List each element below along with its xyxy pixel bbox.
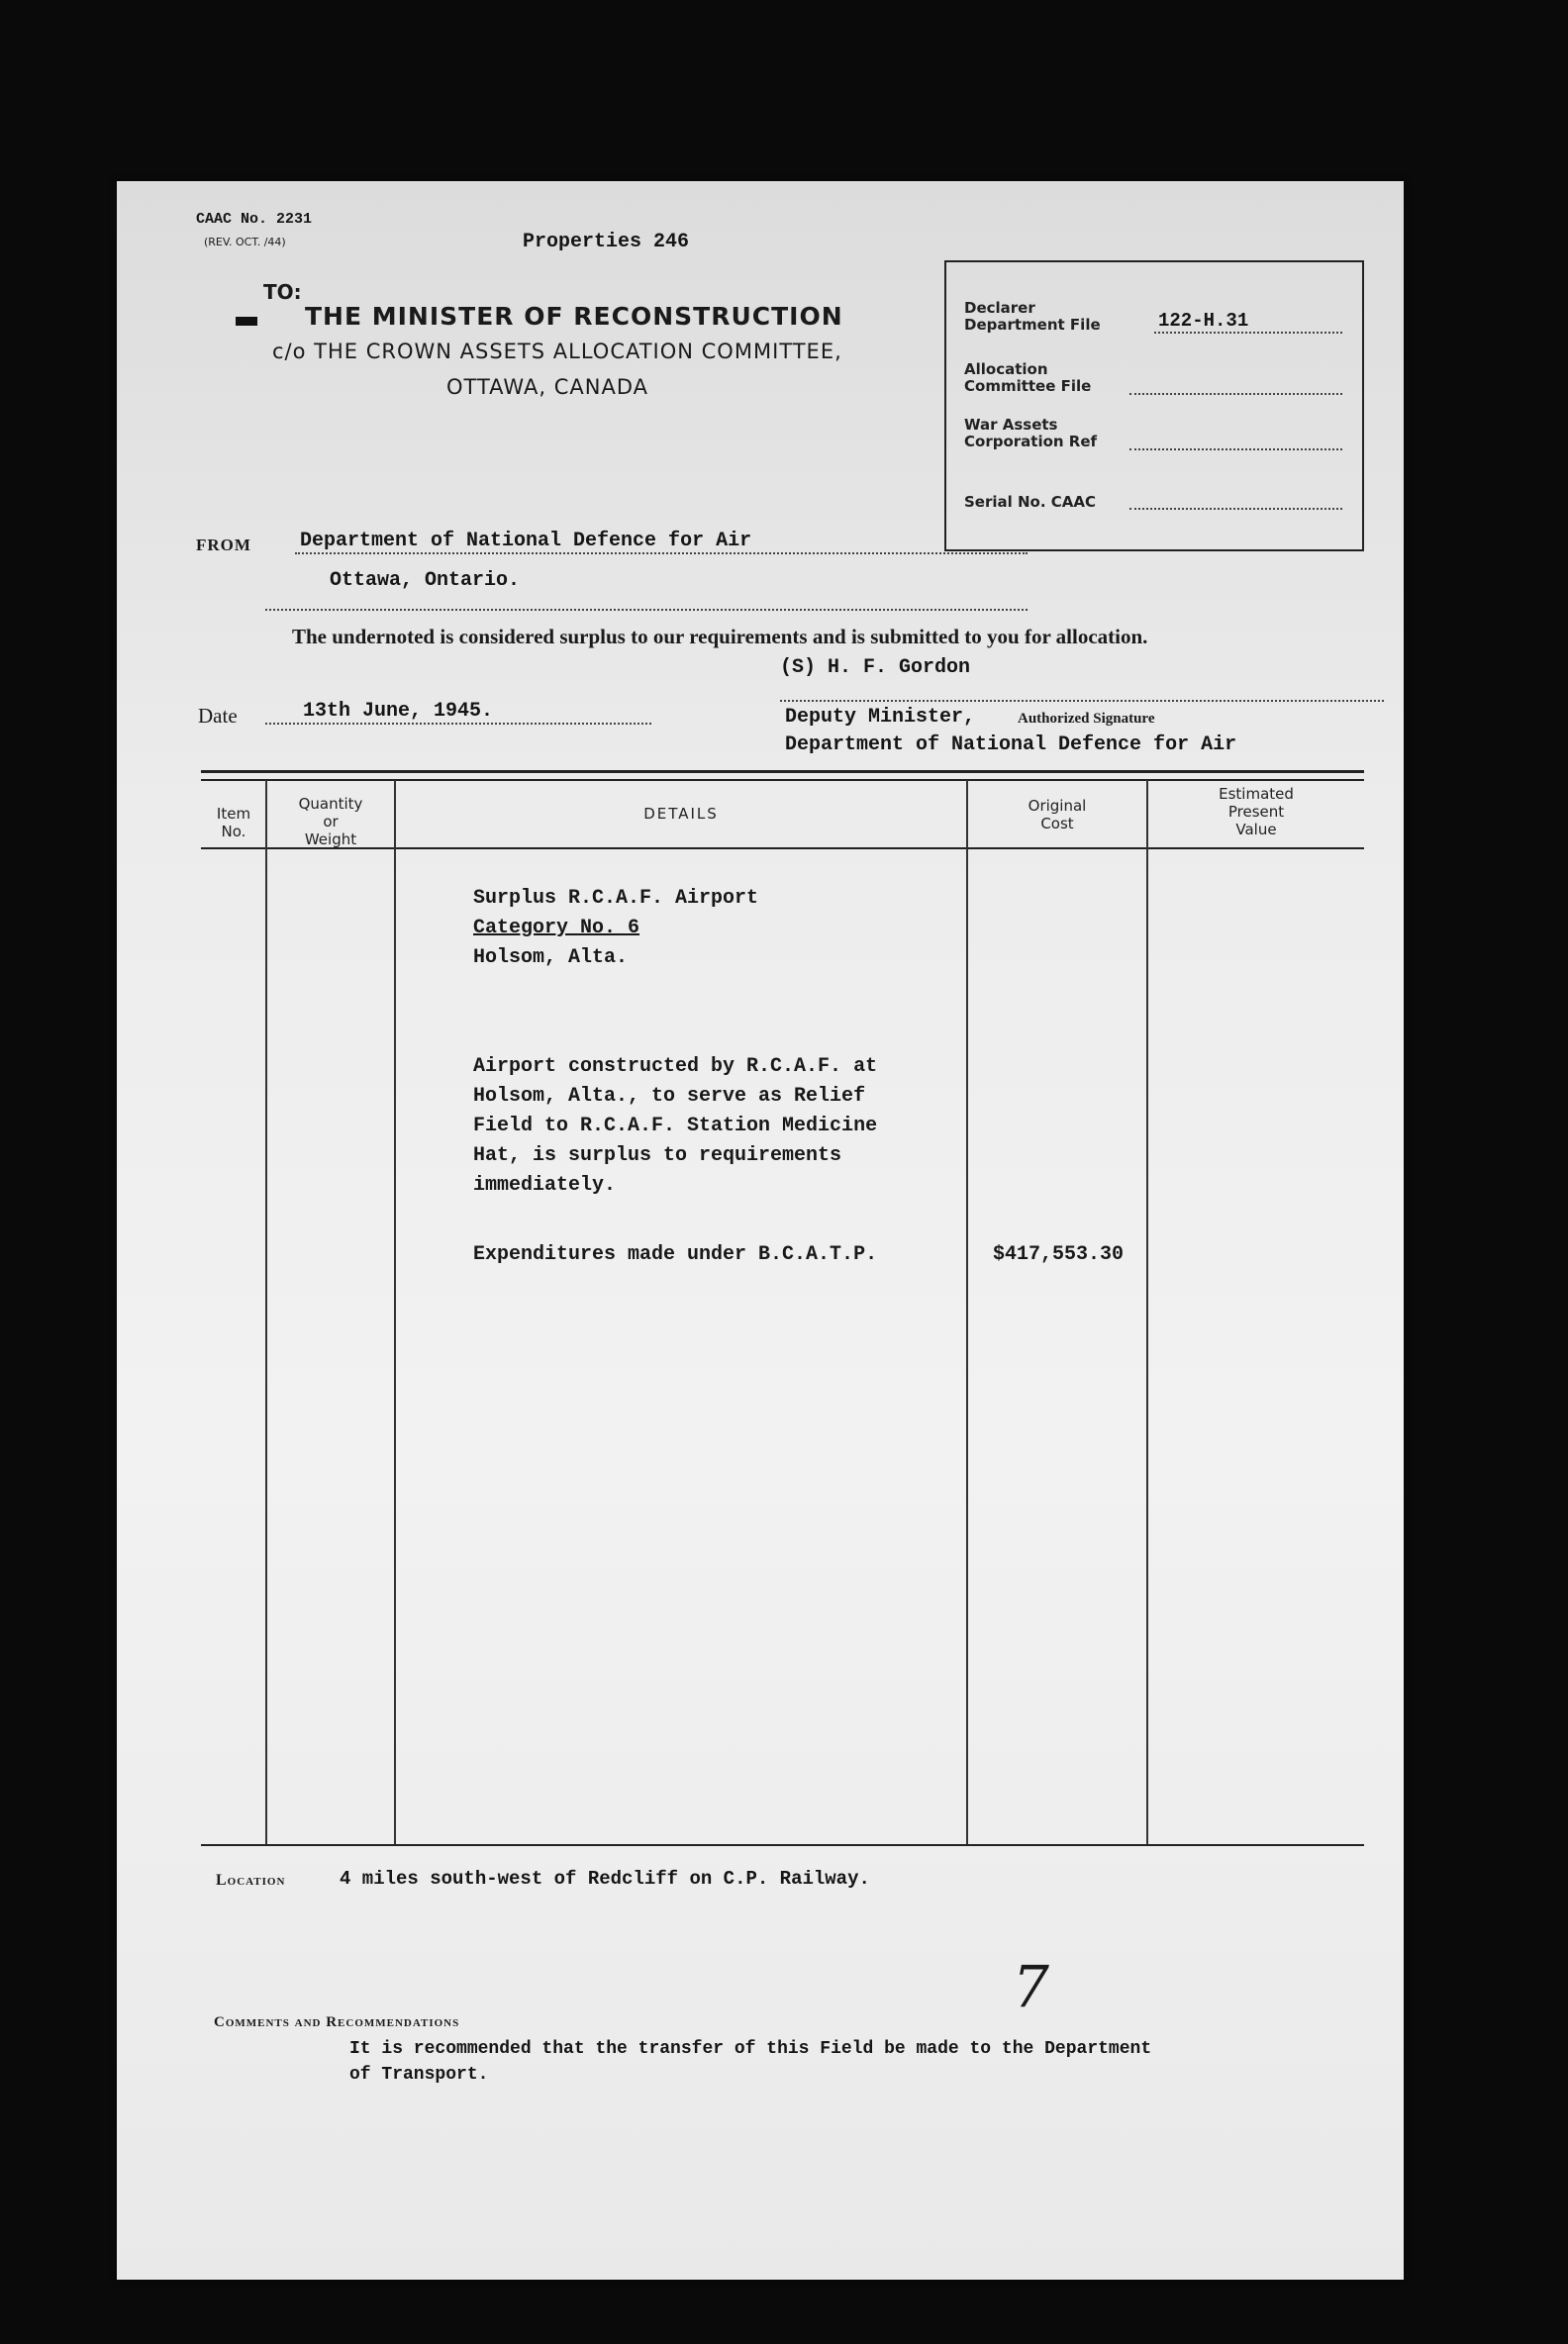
details-heading-2: Category No. 6: [473, 917, 640, 939]
header-quantity: Quantity or Weight: [298, 795, 363, 848]
reference-box: [944, 260, 1364, 551]
header-original-cost: Original Cost: [1028, 797, 1087, 832]
signed-by: (S) H. F. Gordon: [780, 656, 971, 679]
authorized-signature-label: Authorized Signature: [1018, 711, 1155, 727]
addressee-line-2: c/o THE CROWN ASSETS ALLOCATION COMMITTEE,: [272, 340, 842, 363]
comments-label: Comments and Recommendations: [214, 2014, 460, 2030]
handwritten-number: 7: [1013, 1953, 1049, 2020]
signatory-title: Deputy Minister,: [785, 706, 976, 729]
column-divider-1: [265, 780, 267, 1844]
war-assets-label: War Assets: [964, 416, 1058, 434]
original-cost-value: $417,553.30: [993, 1243, 1125, 1266]
details-heading-1: Surplus R.C.A.F. Airport: [473, 887, 759, 910]
column-divider-3: [966, 780, 968, 1844]
table-top-rule-2: [201, 779, 1364, 781]
table-top-rule: [201, 770, 1364, 773]
location-value: 4 miles south-west of Redcliff on C.P. Railway.: [340, 1868, 870, 1890]
from-line-2: Ottawa, Ontario.: [330, 569, 521, 592]
allocation-label: Allocation: [964, 360, 1048, 378]
department-file-value: 122-H.31: [1158, 310, 1249, 332]
details-paragraph: Airport constructed by R.C.A.F. at Holsom, Alta., to serve as Relief Field to R.C.A.F. Station Medicine Hat, is surplus to requirements immediately.: [473, 1055, 878, 1197]
table-bottom-rule: [201, 1844, 1364, 1846]
to-label: TO:: [263, 280, 302, 304]
comments-line-2: of Transport.: [349, 2065, 489, 2085]
comments-line-1: It is recommended that the transfer of this Field be made to the Department: [349, 2039, 1152, 2059]
corporation-ref-dots: [1129, 448, 1342, 450]
header-details: DETAILS: [643, 805, 719, 823]
serial-dots: [1129, 508, 1342, 510]
from-line-1-dots: [295, 552, 1028, 554]
document-page: [117, 181, 1404, 2280]
column-divider-4: [1146, 780, 1148, 1844]
committee-file-label: Committee File: [964, 377, 1092, 395]
date-value: 13th June, 1945.: [303, 700, 494, 723]
declarer-label: Declarer: [964, 299, 1035, 317]
form-revision: (REV. OCT. /44): [204, 236, 286, 248]
date-dots: [265, 723, 651, 725]
header-item-no: Item No.: [216, 805, 251, 840]
form-number: CAAC No. 2231: [196, 211, 313, 228]
corporation-ref-label: Corporation Ref: [964, 433, 1098, 450]
department-file-label: Department File: [964, 316, 1101, 334]
signatory-department: Department of National Defence for Air: [785, 733, 1237, 756]
from-line-2-dots: [265, 609, 1028, 611]
from-line-1: Department of National Defence for Air: [300, 530, 752, 552]
from-label: FROM: [196, 536, 251, 554]
serial-label: Serial No. CAAC: [964, 493, 1097, 511]
department-file-dots: [1154, 332, 1342, 334]
addressee-line-1: THE MINISTER OF RECONSTRUCTION: [305, 302, 843, 331]
date-label: Date: [198, 704, 238, 728]
details-heading: [473, 884, 758, 973]
properties-reference: Properties 246: [523, 231, 690, 253]
addressee-line-3: OTTAWA, CANADA: [446, 375, 649, 399]
arrow-mark-icon: [236, 317, 257, 326]
signature-dots: [780, 700, 1384, 702]
surplus-statement: The undernoted is considered surplus to our requirements and is submitted to you for allocation.: [292, 625, 1148, 648]
details-expenditure: Expenditures made under B.C.A.T.P.: [473, 1243, 878, 1266]
header-estimated-value: Estimated Present Value: [1219, 785, 1294, 838]
location-label: Location: [216, 1872, 286, 1889]
column-divider-2: [394, 780, 396, 1844]
committee-file-dots: [1129, 393, 1342, 395]
details-heading-3: Holsom, Alta.: [473, 946, 629, 969]
